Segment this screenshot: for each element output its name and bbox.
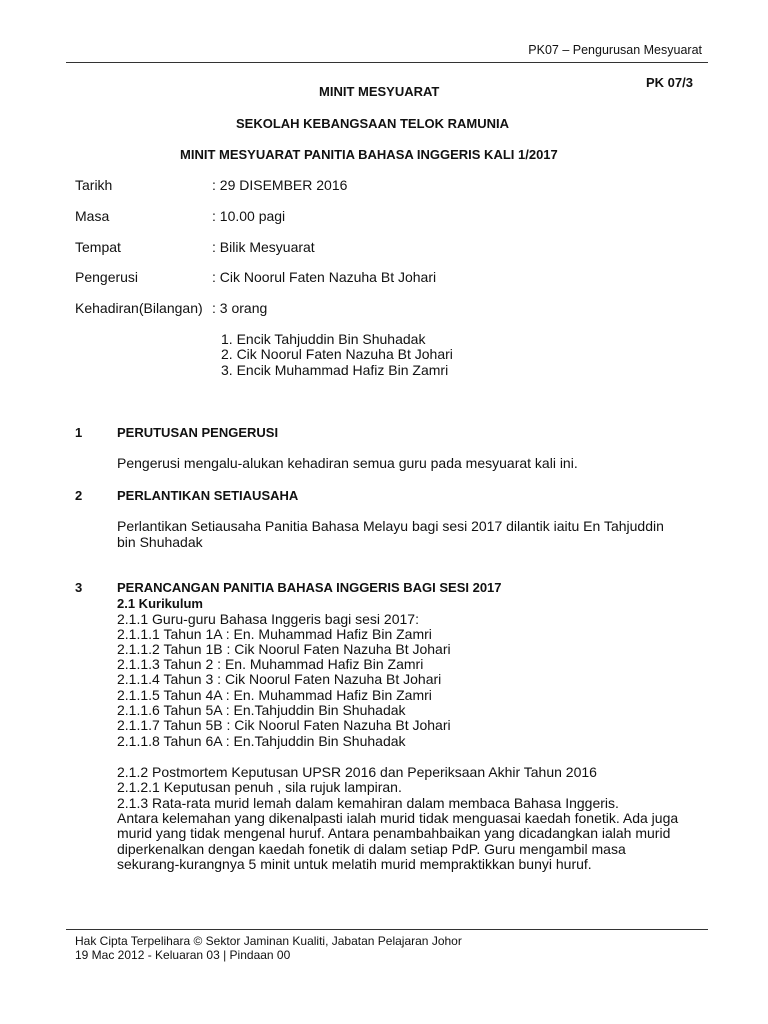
paragraph-line: Antara kelemahan yang dikenalpasti ialah murid tidak menguasai kaedah fonetik. Ada juga xyxy=(117,810,679,826)
paragraph-line: 2.1.2 Postmortem Keputusan UPSR 2016 dan Peperiksaan Akhir Tahun 2016 xyxy=(117,764,597,780)
info-value-kehadiran: : 3 orang xyxy=(212,300,268,316)
document-header-label: PK07 – Pengurusan Mesyuarat xyxy=(528,43,702,57)
info-value-tempat: : Bilik Mesyuarat xyxy=(212,239,315,255)
section-1-title: PERUTUSAN PENGERUSI xyxy=(117,425,279,440)
info-value-pengerusi: : Cik Noorul Faten Nazuha Bt Johari xyxy=(212,269,437,285)
section-3-number: 3 xyxy=(75,580,83,595)
list-item: 2.1.1 Guru-guru Bahasa Inggeris bagi sesi 2017: xyxy=(117,611,419,627)
paragraph-line: diperkenalkan dengan kaedah fonetik di dalam setiap PdP. Guru mengambil masa xyxy=(117,841,626,857)
footer-divider xyxy=(66,929,708,930)
info-label-tarikh: Tarikh xyxy=(75,177,113,193)
list-item: 2.1.1.8 Tahun 6A : En.Tahjuddin Bin Shuhadak xyxy=(117,733,406,749)
title-meeting: MINIT MESYUARAT PANITIA BAHASA INGGERIS KALI 1/2017 xyxy=(180,147,558,162)
attendee-item: 2. Cik Noorul Faten Nazuha Bt Johari xyxy=(221,346,453,362)
attendee-item: 1. Encik Tahjuddin Bin Shuhadak xyxy=(221,331,426,347)
info-label-tempat: Tempat xyxy=(75,239,121,255)
paragraph-line: sekurang-kurangnya 5 minit untuk melatih murid mempraktikkan bunyi huruf. xyxy=(117,856,592,872)
attendee-item: 3. Encik Muhammad Hafiz Bin Zamri xyxy=(221,362,449,378)
title-school: SEKOLAH KEBANGSAAN TELOK RAMUNIA xyxy=(236,116,509,131)
list-item: 2.1.1.1 Tahun 1A : En. Muhammad Hafiz Bin Zamri xyxy=(117,626,432,642)
title-minit-mesyuarat: MINIT MESYUARAT xyxy=(319,84,440,99)
section-2-body-line: bin Shuhadak xyxy=(117,534,203,550)
footer-revision: 19 Mac 2012 - Keluaran 03 | Pindaan 00 xyxy=(75,948,291,962)
paragraph-line: 2.1.3 Rata-rata murid lemah dalam kemahiran dalam membaca Bahasa Inggeris. xyxy=(117,795,619,811)
list-item: 2.1.1.7 Tahun 5B : Cik Noorul Faten Nazuha Bt Johari xyxy=(117,717,451,733)
section-2-body-line: Perlantikan Setiausaha Panitia Bahasa Melayu bagi sesi 2017 dilantik iaitu En Tahjuddin xyxy=(117,518,664,534)
form-code: PK 07/3 xyxy=(646,75,693,90)
paragraph-line: murid yang tidak mengenal huruf. Antara penambahbaikan yang dicadangkan ialah murid xyxy=(117,825,671,841)
paragraph-line: 2.1.2.1 Keputusan penuh , sila rujuk lampiran. xyxy=(117,779,402,795)
list-item: 2.1.1.5 Tahun 4A : En. Muhammad Hafiz Bin Zamri xyxy=(117,687,432,703)
section-2-number: 2 xyxy=(75,488,83,503)
section-2-title: PERLANTIKAN SETIAUSAHA xyxy=(117,488,299,503)
section-3-subtitle: 2.1 Kurikulum xyxy=(117,596,203,611)
info-label-masa: Masa xyxy=(75,208,110,224)
info-label-kehadiran: Kehadiran(Bilangan) xyxy=(75,300,203,316)
section-1-body: Pengerusi mengalu-alukan kehadiran semua guru pada mesyuarat kali ini. xyxy=(117,455,578,471)
section-1-number: 1 xyxy=(75,425,83,440)
info-label-pengerusi: Pengerusi xyxy=(75,269,139,285)
header-divider xyxy=(66,62,708,63)
list-item: 2.1.1.3 Tahun 2 : En. Muhammad Hafiz Bin Zamri xyxy=(117,656,424,672)
list-item: 2.1.1.4 Tahun 3 : Cik Noorul Faten Nazuha Bt Johari xyxy=(117,671,442,687)
info-value-tarikh: : 29 DISEMBER 2016 xyxy=(212,177,348,193)
list-item: 2.1.1.6 Tahun 5A : En.Tahjuddin Bin Shuhadak xyxy=(117,702,406,718)
list-item: 2.1.1.2 Tahun 1B : Cik Noorul Faten Nazuha Bt Johari xyxy=(117,641,451,657)
info-value-masa: : 10.00 pagi xyxy=(212,208,286,224)
footer-copyright: Hak Cipta Terpelihara © Sektor Jaminan Kualiti, Jabatan Pelajaran Johor xyxy=(75,934,462,948)
section-3-title: PERANCANGAN PANITIA BAHASA INGGERIS BAGI SESI 2017 xyxy=(117,580,502,595)
